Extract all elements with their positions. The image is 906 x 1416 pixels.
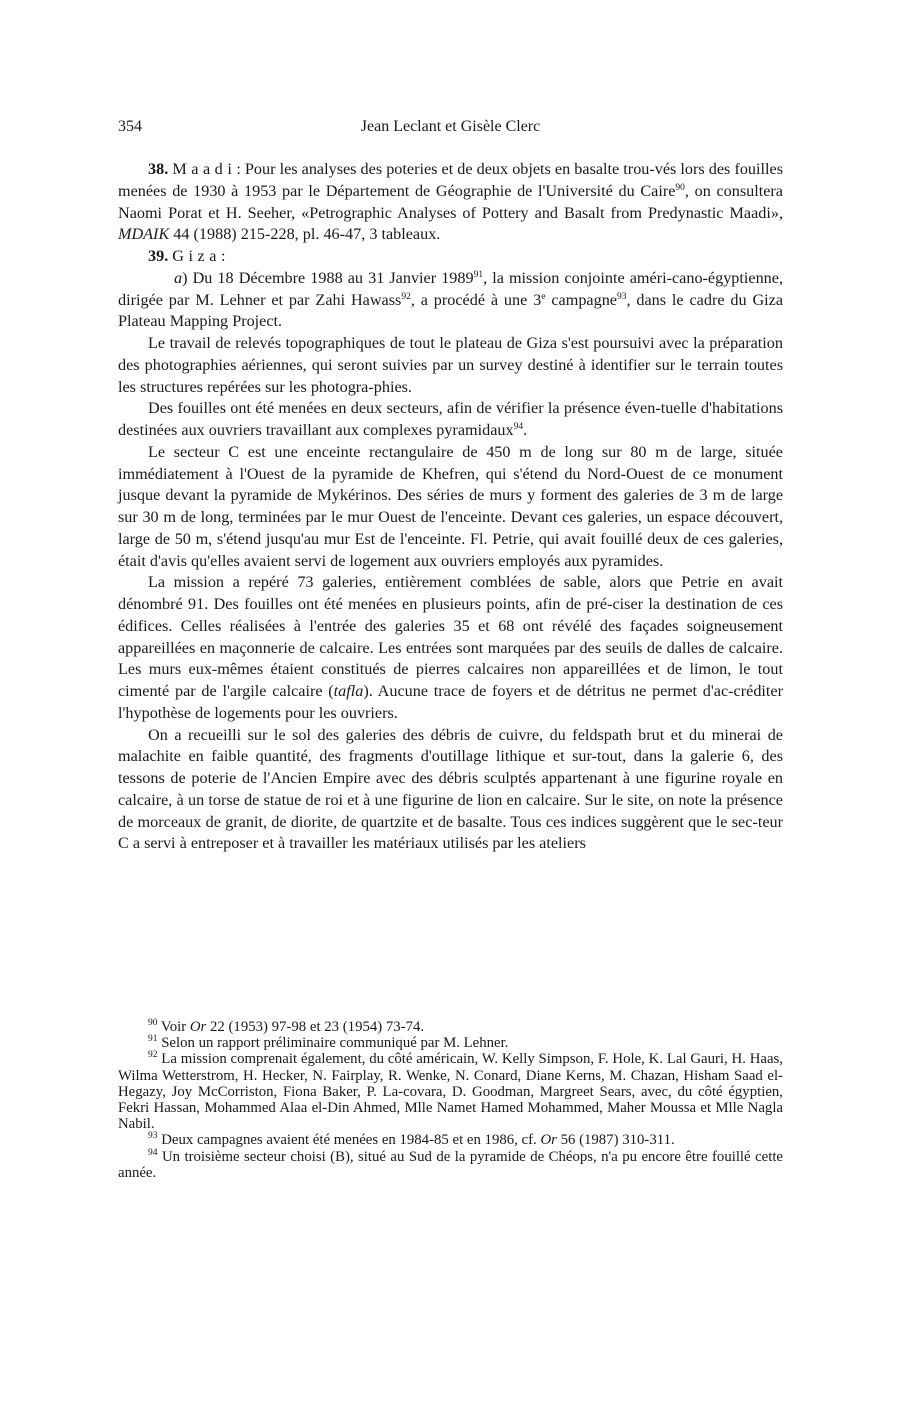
text-run: ). Aucune trace de foyers et de détritus ne permet d'ac-créditer l'hypothèse de logements pour les ouvriers. xyxy=(118,682,783,722)
journal-abbrev: Or xyxy=(540,1132,557,1149)
text-run: 56 (1987) 310-311. xyxy=(556,1132,675,1149)
footnote-90 xyxy=(118,1019,783,1035)
footnote-ref: 90 xyxy=(675,182,685,193)
footnote-ref: 93 xyxy=(616,291,627,302)
site-name: Giza xyxy=(172,247,221,265)
journal-abbrev: Or xyxy=(189,1019,207,1035)
text-run: 22 (1953) 97-98 et 23 (1954) 73-74. xyxy=(206,1019,425,1035)
running-title: Jean Leclant et Gisèle Clerc xyxy=(360,118,541,135)
footnote-ref: 91 xyxy=(473,269,484,280)
footnote-ref: 92 xyxy=(401,291,411,302)
text-run: campagne xyxy=(545,290,617,309)
text-run: Selon un rapport préliminaire communiqué par M. Lehner. xyxy=(157,1035,509,1052)
text-run: , a procédé à une 3 xyxy=(410,290,542,309)
footnote-92 xyxy=(118,1051,783,1132)
footnote-94 xyxy=(118,1149,783,1181)
item-letter: a xyxy=(174,268,183,287)
text-run: 44 (1988) 215-228, pl. 46-47, 3 tableaux. xyxy=(169,225,441,244)
paragraph-excavations xyxy=(118,398,783,442)
text-run: Voir xyxy=(157,1019,190,1035)
text-run: : xyxy=(220,247,226,265)
paragraph-39 xyxy=(118,246,783,268)
footnote-number: 94 xyxy=(148,1147,158,1158)
footnote-number: 92 xyxy=(148,1050,158,1061)
paragraph-39a xyxy=(118,268,783,333)
footnote-91 xyxy=(118,1035,783,1051)
italic-term: tafla xyxy=(333,682,364,700)
text-run: Des fouilles ont été menées en deux secteurs, afin de vérifier la présence éven-tuelle d'habitations destinées aux ouvriers travaillant aux complexes pyramidaux xyxy=(118,399,783,439)
page-header xyxy=(118,118,783,140)
site-name: Maadi xyxy=(172,160,237,178)
section-number: 38. xyxy=(148,160,169,178)
page-number: 354 xyxy=(118,118,142,135)
body-text xyxy=(118,159,783,855)
text-run: La mission comprenait également, du côté américain, W. Kelly Simpson, F. Hole, K. Lal Gauri, H. Haas, Wilma Wetterstrom, H. Hecker, N. Fairplay, R. Wenke, N. Conard, Diane Kerns, M. Chazan, Hisham Saad el-Hegazy, Joy McCorriston, Fiona Baker, P. La-covara, D. Goodman, Margreet Sears, avec, du côté égyptien, Fekri Hassan, Mohammed Alaa el-Din Ahmed, Mlle Namet Hamed Mohammed, Maher Moussa et Mlle Nagla Nabil. xyxy=(118,1051,783,1133)
footnote-number: 91 xyxy=(148,1034,158,1045)
paragraph-sector-c: Le secteur C est une enceinte rectangulaire de 450 m de long sur 80 m de large, située immédiatement à l'Ouest de la pyramide de Khefren, qui s'étend du Nord-Ouest de ce monument jusque devant la pyramide de Mykérinos. Des séries de murs y forment des galeries de 3 m de large sur 30 m de long, terminées par le mur Ouest de l'enceinte. Devant ces galeries, un espace découvert, large de 50 m, s'étend jusqu'au mur Est de l'enceinte. Fl. Petrie, qui avait fouillé deux de ces galeries, était d'avis qu'elles avaient servi de logement aux ouvriers employés aux pyramides. xyxy=(118,442,783,570)
text-run: ) Du 18 Décembre 1988 au 31 Janvier 1989 xyxy=(182,268,474,287)
footnote-number: 93 xyxy=(148,1131,158,1142)
text-run: : Pour les analyses des poteries et de deux objets en basalte trou-vés lors des fouilles menées de 1930 à 1953 par le Département de Géographie de l'Université du Caire xyxy=(118,160,783,200)
footnotes xyxy=(118,1019,783,1181)
text-run: Deux campagnes avaient été menées en 1984-85 et en 1986, cf. xyxy=(157,1132,541,1149)
paragraph-38 xyxy=(118,159,783,246)
footnote-ref: 94 xyxy=(513,422,524,432)
paragraph-finds: On a recueilli sur le sol des galeries des débris de cuivre, du feldspath brut et du minerai de malachite en faible quantité, des fragments d'outillage lithique et sur-tout, dans la galerie 6, des tessons de poterie de l'Ancien Empire avec des débris sculptés appartenant à une figurine royale en calcaire, à un torse de statue de roi et à une figurine de lion en calcaire. Sur le site, on note la présence de morceaux de granit, de diorite, de quartzite et de basalte. Tous ces indices suggèrent que le sec-teur C a servi à entreposer et à travailler les matériaux utilisés par les ateliers xyxy=(118,725,783,853)
text-run: , on consultera Naomi Porat et H. Seeher, «Petrographic Analyses of Pottery and Basalt from Predynastic Maadi», xyxy=(118,181,783,222)
text-run: , la mission conjointe améri-cano-égyptienne, dirigée par M. Lehner et par Zahi Hawass xyxy=(118,268,783,309)
ordinal-suffix: e xyxy=(541,291,546,302)
footnote-number: 90 xyxy=(148,1018,158,1028)
text-run: . xyxy=(523,421,528,439)
paragraph-galleries xyxy=(118,572,783,724)
paragraph-survey: Le travail de relevés topographiques de tout le plateau de Giza s'est poursuivi avec la préparation des photographies aériennes, qui seront suivies par un survey destiné à identifier sur le terrain toutes les structures repérées sur les photogra-phies. xyxy=(118,334,783,396)
text-run: , dans le cadre du Giza Plateau Mapping Project. xyxy=(118,290,784,331)
text-run: Un troisième secteur choisi (B), situé au Sud de la pyramide de Chéops, n'a pu encore être fouillé cette année. xyxy=(118,1148,783,1181)
section-number: 39. xyxy=(148,247,169,265)
footnote-93 xyxy=(118,1132,783,1148)
journal-title: MDAIK xyxy=(118,225,170,244)
text-run: La mission a repéré 73 galeries, entièrement comblées de sable, alors que Petrie en avait dénombré 91. Des fouilles ont été menées en plusieurs points, afin de pré-ciser la destination de ces édifices. Celles réalisées à l'entrée des galeries 35 et 68 ont révélé des façades soigneusement appareillées en maçonnerie de calcaire. Les entrées sont marquées par des seuils de dalles de calcaire. Les murs eux-mêmes étaient constitués de pierres calcaires non appareillées et de limon, le tout cimenté par de l'argile calcaire ( xyxy=(118,573,783,700)
